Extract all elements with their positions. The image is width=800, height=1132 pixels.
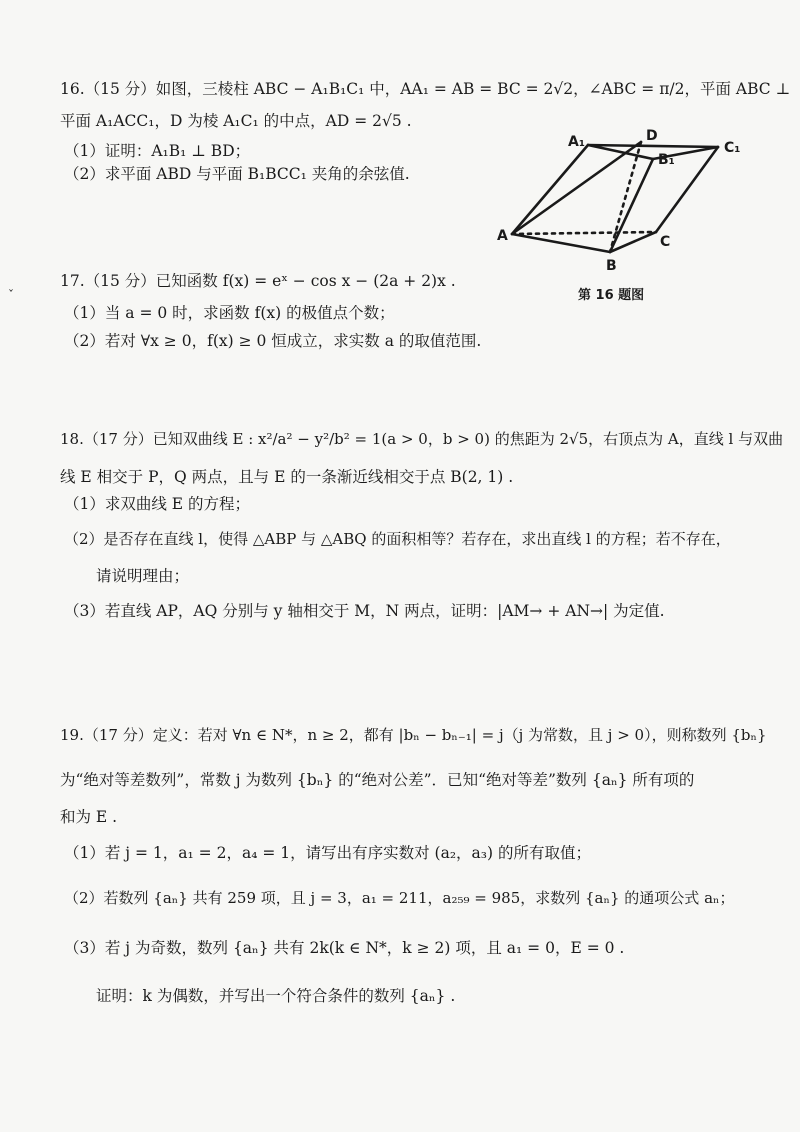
label-d: D — [646, 128, 658, 144]
p16-question1: （1）证明：A₁B₁ ⊥ BD； — [64, 142, 251, 160]
p18-line2: 线 E 相交于 P，Q 两点，且与 E 的一条渐近线相交于点 B(2, 1) . — [60, 468, 514, 486]
edge-a-d — [512, 142, 641, 234]
p18-question2: （2）是否存在直线 l，使得 △ABP 与 △ABQ 的面积相等？若存在，求出直线 l 的方程；若不存在， — [64, 530, 731, 548]
p19-line2: 为“绝对等差数列”，常数 j 为数列 {bₙ} 的“绝对公差”．已知“绝对等差”数列 {aₙ} 所有项的 — [60, 771, 695, 789]
label-b: B — [606, 258, 617, 274]
p19-question2: （2）若数列 {aₙ} 共有 259 项，且 j = 3，a₁ = 211，a₂₅₉ = 985，求数列 {aₙ} 的通项公式 aₙ； — [64, 889, 735, 907]
p18-question1: （1）求双曲线 E 的方程； — [64, 495, 251, 513]
p19-line1: 19.（17 分）定义：若对 ∀n ∈ N*，n ≥ 2，都有 |bₙ − bₙ₋₁| = j（j 为常数，且 j > 0），则称数列 {bₙ} — [60, 726, 767, 744]
p16-question2: （2）求平面 ABD 与平面 B₁BCC₁ 夹角的余弦值. — [64, 165, 410, 183]
figure-caption: 第 16 题图 — [578, 288, 645, 303]
edge-a-c-hidden — [512, 232, 656, 234]
p19-question1: （1）若 j = 1，a₁ = 2，a₄ = 1，请写出有序实数对 (a₂，a₃) 的所有取值； — [64, 844, 591, 862]
p19-question3-cont: 证明：k 为偶数，并写出一个符合条件的数列 {aₙ} . — [96, 987, 456, 1005]
p18-line1: 18.（17 分）已知双曲线 E : x²/a² − y²/b² = 1(a > 0，b > 0) 的焦距为 2√5，右顶点为 A，直线 l 与双曲 — [60, 430, 784, 448]
p18-question2-cont: 请说明理由； — [96, 567, 190, 585]
p17-question2: （2）若对 ∀x ≥ 0，f(x) ≥ 0 恒成立，求实数 a 的取值范围. — [64, 332, 482, 350]
p17-question1: （1）当 a = 0 时，求函数 f(x) 的极值点个数； — [64, 304, 395, 322]
label-a1: A₁ — [568, 134, 585, 150]
margin-mark: ˇ — [8, 288, 14, 302]
label-b1: B₁ — [658, 152, 675, 168]
prism-figure — [488, 122, 764, 282]
p16-line2: 平面 A₁ACC₁，D 为棱 A₁C₁ 的中点，AD = 2√5 . — [60, 112, 412, 130]
edge-a1-c1 — [588, 145, 718, 147]
p18-question3: （3）若直线 AP，AQ 分别与 y 轴相交于 M，N 两点，证明：|AM→ + AN→| 为定值. — [64, 602, 665, 620]
p16-line1: 16.（15 分）如图，三棱柱 ABC − A₁B₁C₁ 中，AA₁ = AB = BC = 2√2，∠ABC = π/2，平面 ABC ⊥ — [60, 80, 791, 98]
label-c1: C₁ — [724, 140, 741, 156]
p19-question3: （3）若 j 为奇数，数列 {aₙ} 共有 2k(k ∈ N*，k ≥ 2) 项，且 a₁ = 0，E = 0 . — [64, 939, 625, 957]
edge-a-b — [512, 234, 610, 252]
p19-line3: 和为 E . — [60, 808, 118, 826]
p17-line1: 17.（15 分）已知函数 f(x) = eˣ − cos x − (2a + 2)x . — [60, 272, 456, 290]
label-c: C — [660, 234, 671, 250]
label-a: A — [497, 228, 508, 244]
